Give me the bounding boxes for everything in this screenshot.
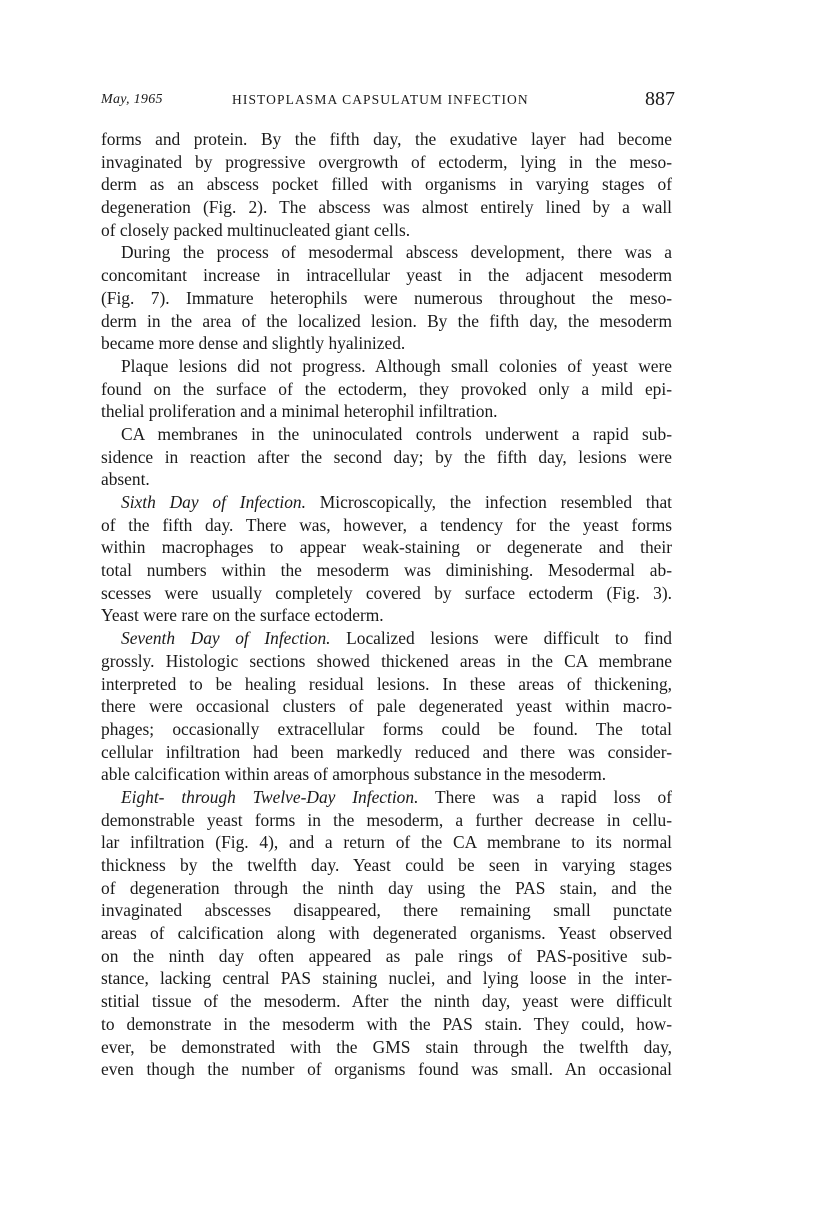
text-line <box>101 718 672 741</box>
text-line <box>101 332 672 355</box>
text-line <box>101 1013 672 1036</box>
text-line <box>101 196 672 219</box>
line-text: thelial proliferation and a minimal heterophil infiltration. <box>101 401 498 422</box>
line-text: on the ninth day often appeared as pale rings of PAS-positive sub- <box>101 945 672 966</box>
text-line <box>101 446 672 469</box>
line-text: sidence in reaction after the second day; by the fifth day, lesions were <box>101 446 672 467</box>
line-text: demonstrable yeast forms in the mesoderm, a further decrease in cellu- <box>101 809 672 830</box>
text-line <box>101 491 672 514</box>
text-line <box>101 219 672 242</box>
issue-date: May, 1965 <box>101 92 163 107</box>
text-line <box>101 400 672 423</box>
line-text: Plaque lesions did not progress. Although small colonies of yeast were <box>121 355 672 376</box>
text-line <box>101 990 672 1013</box>
line-text: During the process of mesodermal abscess development, there was a <box>121 242 672 263</box>
text-line <box>101 1036 672 1059</box>
line-text: became more dense and slightly hyalinized. <box>101 333 406 354</box>
text-line <box>101 1058 672 1081</box>
text-line <box>101 241 672 264</box>
text-line <box>101 673 672 696</box>
text-line <box>101 173 672 196</box>
line-text: thickness by the twelfth day. Yeast could be seen in varying stages <box>101 855 672 875</box>
text-line <box>101 650 672 673</box>
line-text: There was a rapid loss of <box>418 786 672 807</box>
text-line <box>101 854 672 877</box>
line-text: ever, be demonstrated with the GMS stain through the twelfth day, <box>101 1036 672 1057</box>
line-text: absent. <box>101 469 150 490</box>
line-text: there were occasional clusters of pale degenerated yeast within macro- <box>101 696 672 717</box>
line-text: even though the number of organisms found was small. An occasional <box>101 1059 672 1080</box>
line-text: grossly. Histologic sections showed thickened areas in the CA membrane <box>101 650 672 671</box>
line-text: forms and protein. By the fifth day, the exudative layer had become <box>101 129 672 149</box>
line-text: derm in the area of the localized lesion. By the fifth day, the mesoderm <box>101 310 672 331</box>
text-line <box>101 945 672 968</box>
text-line <box>101 877 672 900</box>
line-text: areas of calcification along with degenerated organisms. Yeast observed <box>101 923 672 944</box>
text-line <box>101 604 672 627</box>
page-number: 887 <box>645 88 675 110</box>
text-line <box>101 809 672 832</box>
text-line <box>101 151 672 174</box>
text-line <box>101 514 672 537</box>
running-head <box>101 88 681 114</box>
line-text: total numbers within the mesoderm was diminishing. Mesodermal ab- <box>101 560 672 581</box>
running-title: HISTOPLASMA CAPSULATUM INFECTION <box>232 92 529 107</box>
section-heading: Sixth Day of Infection. <box>121 492 306 512</box>
line-text: able calcification within areas of amorphous substance in the mesoderm. <box>101 764 607 785</box>
line-text: of degeneration through the ninth day using the PAS stain, and the <box>101 877 672 898</box>
text-line <box>101 922 672 945</box>
line-text: (Fig. 7). Immature heterophils were numerous throughout the meso- <box>101 287 672 308</box>
line-text: Yeast were rare on the surface ectoderm. <box>101 605 384 626</box>
text-line <box>101 355 672 378</box>
line-text: CA membranes in the uninoculated controls underwent a rapid sub- <box>121 423 672 444</box>
text-line <box>101 468 672 491</box>
line-text: of closely packed multinucleated giant cells. <box>101 219 411 240</box>
text-line <box>101 582 672 605</box>
text-line <box>101 763 672 786</box>
text-line <box>101 536 672 559</box>
text-line <box>101 695 672 718</box>
text-line <box>101 899 672 922</box>
line-text: lar infiltration (Fig. 4), and a return of the CA membrane to its normal <box>101 832 672 853</box>
text-line <box>101 310 672 333</box>
line-text: phages; occasionally extracellular forms could be found. The total <box>101 718 672 739</box>
text-line <box>101 378 672 401</box>
text-line <box>101 128 672 151</box>
text-line <box>101 264 672 287</box>
line-text: scesses were usually completely covered by surface ectoderm (Fig. 3). <box>101 582 672 603</box>
line-text: stance, lacking central PAS staining nuclei, and lying loose in the inter- <box>101 968 672 989</box>
line-text: interpreted to be healing residual lesions. In these areas of thickening, <box>101 673 672 694</box>
text-line <box>101 423 672 446</box>
article-body <box>101 128 672 1081</box>
line-text: Localized lesions were difficult to find <box>330 628 672 649</box>
text-line <box>101 287 672 310</box>
section-heading: Eight- through Twelve-Day Infection. <box>121 786 419 807</box>
line-text: to demonstrate in the mesoderm with the PAS stain. They could, how- <box>101 1013 672 1034</box>
line-text: stitial tissue of the mesoderm. After the ninth day, yeast were difficult <box>101 991 672 1012</box>
line-text: degeneration (Fig. 2). The abscess was almost entirely lined by a wall <box>101 197 672 218</box>
text-line <box>101 741 672 764</box>
text-line <box>101 831 672 854</box>
line-text: of the fifth day. There was, however, a tendency for the yeast forms <box>101 514 672 535</box>
line-text: invaginated abscesses disappeared, there remaining small punctate <box>101 900 672 921</box>
text-line <box>101 627 672 650</box>
line-text: Microscopically, the infection resembled that <box>305 492 672 512</box>
text-line <box>101 559 672 582</box>
line-text: concomitant increase in intracellular yeast in the adjacent mesoderm <box>101 265 672 286</box>
text-line <box>101 786 672 809</box>
line-text: within macrophages to appear weak-staining or degenerate and their <box>101 537 672 558</box>
text-line <box>101 967 672 990</box>
line-text: invaginated by progressive overgrowth of ectoderm, lying in the meso- <box>101 151 672 172</box>
line-text: cellular infiltration had been markedly reduced and there was consider- <box>101 741 672 762</box>
section-heading: Seventh Day of Infection. <box>121 628 331 649</box>
line-text: found on the surface of the ectoderm, they provoked only a mild epi- <box>101 378 672 399</box>
line-text: derm as an abscess pocket filled with organisms in varying stages of <box>101 174 672 195</box>
